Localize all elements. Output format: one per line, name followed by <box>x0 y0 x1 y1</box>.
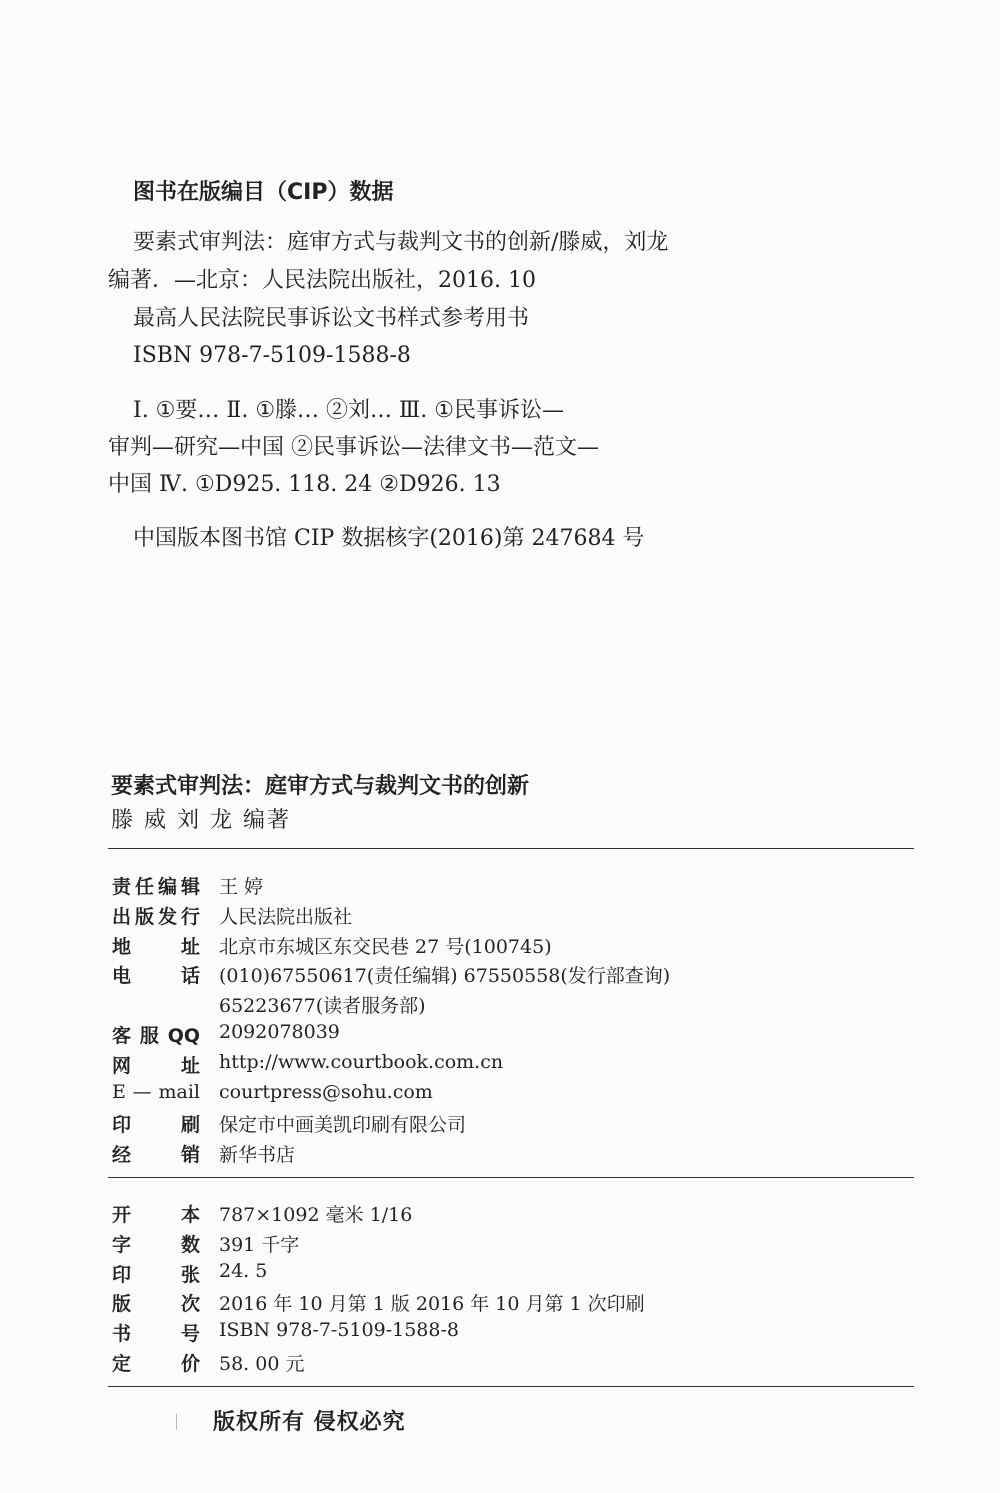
cip-line: Ⅰ. ①要… Ⅱ. ①滕… ②刘… Ⅲ. ①民事诉讼— <box>133 398 564 423</box>
info-value: courtpress@sohu.com <box>219 1080 433 1103</box>
book-title: 要素式审判法：庭审方式与裁判文书的创新 <box>111 774 530 799</box>
info-label: 印刷 <box>112 1114 200 1137</box>
copyright-notice: 版权所有 侵权必究 <box>213 1410 406 1435</box>
publication-info <box>112 872 872 1170</box>
info-value: 北京市东城区东交民巷 27 号(100745) <box>219 935 552 958</box>
divider <box>108 848 914 849</box>
spec-label: 书号 <box>112 1323 200 1346</box>
info-row <box>112 991 872 1021</box>
info-label: E — mail <box>112 1080 200 1103</box>
spec-label: 开本 <box>112 1204 200 1226</box>
info-row <box>112 961 872 991</box>
info-row <box>112 902 872 932</box>
info-value: 王 婷 <box>219 876 264 898</box>
info-value: 新华书店 <box>219 1144 296 1167</box>
spec-row <box>112 1319 872 1349</box>
info-value: 65223677(读者服务部) <box>219 995 426 1018</box>
spec-value: 58. 00 元 <box>219 1352 305 1375</box>
info-row <box>112 1110 872 1140</box>
cip-isbn: ISBN 978-7-5109-1588-8 <box>133 343 411 368</box>
cip-line: 中国 Ⅳ. ①D925. 118. 24 ②D926. 13 <box>108 472 501 497</box>
spec-value: 391 千字 <box>219 1233 300 1256</box>
cip-record-number: 中国版本图书馆 CIP 数据核字(2016)第 247684 号 <box>133 526 645 551</box>
info-label: 电话 <box>112 965 200 988</box>
info-value: 人民法院出版社 <box>219 905 353 928</box>
spec-row <box>112 1260 872 1290</box>
book-authors: 滕 威 刘 龙 编著 <box>111 808 291 833</box>
cip-heading: 图书在版编目（CIP）数据 <box>133 180 394 205</box>
info-label: 地址 <box>112 935 200 958</box>
info-row <box>112 872 872 902</box>
spec-value: 2016 年 10 月第 1 版 2016 年 10 月第 1 次印刷 <box>219 1293 645 1316</box>
info-label: 责任编辑 <box>112 876 200 898</box>
spec-row <box>112 1200 872 1230</box>
info-label: 经销 <box>112 1144 200 1167</box>
spec-label: 印张 <box>112 1263 200 1286</box>
info-label: 出版发行 <box>112 905 200 928</box>
info-row <box>112 1051 872 1081</box>
cip-line: 要素式审判法：庭审方式与裁判文书的创新/滕威，刘龙 <box>133 230 669 255</box>
spec-value: 24. 5 <box>219 1259 268 1282</box>
spec-value: ISBN 978-7-5109-1588-8 <box>219 1319 459 1342</box>
spec-row <box>112 1289 872 1319</box>
scan-mark <box>176 1414 177 1430</box>
cip-line: 编著．—北京：人民法院出版社，2016. 10 <box>108 268 536 293</box>
spec-value: 787×1092 毫米 1/16 <box>219 1204 413 1226</box>
info-value: 2092078039 <box>219 1020 340 1043</box>
cip-line: 审判—研究—中国 ②民事诉讼—法律文书—范文— <box>108 435 599 460</box>
book-specs <box>112 1200 872 1379</box>
spec-label: 字数 <box>112 1233 200 1256</box>
info-label: 网址 <box>112 1054 200 1077</box>
info-value: (010)67550617(责任编辑) 67550558(发行部查询) <box>219 965 671 988</box>
spec-row <box>112 1349 872 1379</box>
spec-label: 定价 <box>112 1352 200 1375</box>
info-row <box>112 1081 872 1111</box>
cip-line: 最高人民法院民事诉讼文书样式参考用书 <box>133 306 530 331</box>
divider <box>108 1177 914 1178</box>
info-label: 客服QQ <box>112 1024 200 1047</box>
info-value: http://www.courtbook.com.cn <box>219 1050 504 1073</box>
spec-row <box>112 1230 872 1260</box>
info-row <box>112 1021 872 1051</box>
info-row <box>112 1140 872 1170</box>
divider <box>108 1386 914 1387</box>
spec-label: 版次 <box>112 1293 200 1316</box>
info-value: 保定市中画美凯印刷有限公司 <box>219 1114 467 1137</box>
info-row <box>112 932 872 962</box>
